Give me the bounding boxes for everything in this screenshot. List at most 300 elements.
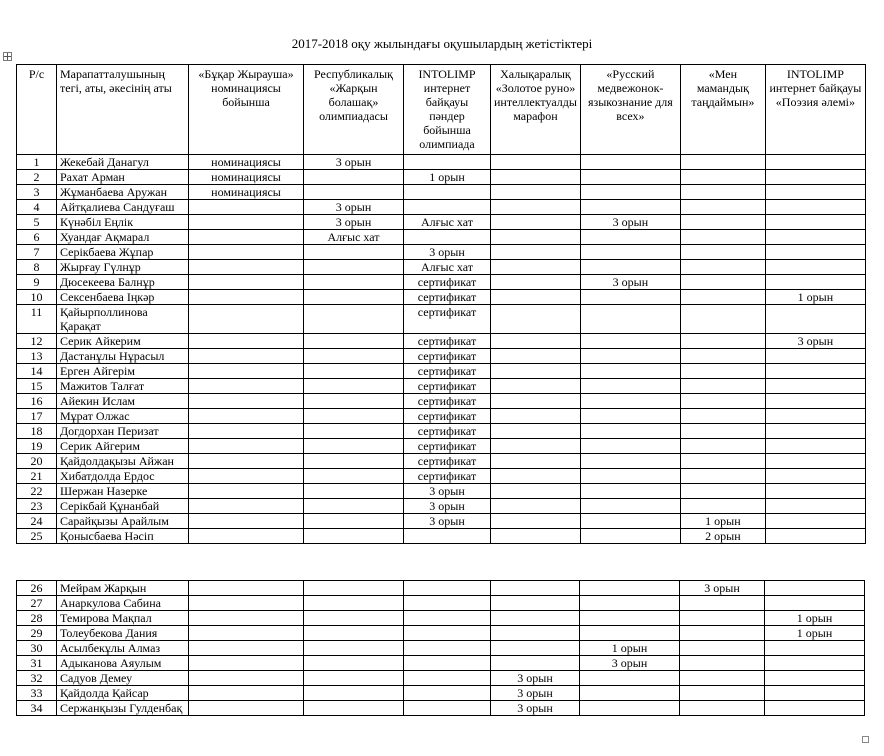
award-cell [580,394,680,409]
student-name-cell: Жырғау Гүлнұр [57,260,189,275]
document-title: 2017-2018 оқу жылындағы оқушылардың жетістіктері [291,36,593,51]
award-cell: сертификат [404,424,491,439]
award-cell [304,245,404,260]
student-name-cell: Шержан Назерке [57,484,189,499]
award-cell [404,185,491,200]
award-cell [580,484,680,499]
row-number-cell: 4 [17,200,57,215]
table-row [17,581,865,596]
award-cell [580,469,680,484]
student-name-cell: Сарайқызы Арайлым [57,514,189,529]
achievements-table [16,64,866,544]
award-cell [189,671,304,686]
award-cell [491,170,581,185]
award-cell: 1 орын [404,170,491,185]
award-cell [189,334,304,349]
student-name-cell: Темирова Мақпал [57,611,189,626]
award-cell [680,439,765,454]
header-cell: Марапатталушының тегі, аты, әкесінің аты [57,65,189,155]
table-move-handle-icon[interactable] [3,52,12,61]
student-name-cell: Қонысбаева Нәсіп [57,529,189,544]
row-number-cell: 34 [17,701,57,716]
table-row [17,454,866,469]
award-cell [680,155,765,170]
achievements-table-continued [16,580,865,716]
award-cell: сертификат [404,290,491,305]
award-cell [765,185,865,200]
award-cell [680,656,765,671]
award-cell [189,529,304,544]
award-cell [580,686,680,701]
award-cell [680,185,765,200]
award-cell [765,439,865,454]
award-cell [680,200,765,215]
award-cell [765,409,865,424]
row-number-cell: 11 [17,305,57,334]
row-number-cell: 2 [17,170,57,185]
student-name-cell: Айекин Ислам [57,394,189,409]
award-cell [304,484,404,499]
row-number-cell: 10 [17,290,57,305]
award-cell [304,185,404,200]
table-row [17,424,866,439]
award-cell [580,170,680,185]
row-number-cell: 25 [17,529,57,544]
header-cell: «Мен мамандық таңдаймын» [680,65,765,155]
award-cell [765,424,865,439]
award-cell: сертификат [404,469,491,484]
row-number-cell: 6 [17,230,57,245]
student-name-cell: Дюсекеева Балнұр [57,275,189,290]
award-cell [765,230,865,245]
award-cell [491,185,581,200]
award-cell [189,686,304,701]
award-cell [680,260,765,275]
student-name-cell: Рахат Арман [57,170,189,185]
award-cell [404,686,491,701]
award-cell [765,484,865,499]
award-cell: сертификат [404,379,491,394]
award-cell [491,379,581,394]
award-cell [304,409,404,424]
table-row [17,686,865,701]
row-number-cell: 7 [17,245,57,260]
award-cell [189,275,304,290]
award-cell [304,305,404,334]
row-number-cell: 19 [17,439,57,454]
award-cell: 1 орын [765,290,865,305]
header-cell: «Русский медвежонок-языкознание для всех» [580,65,680,155]
row-number-cell: 8 [17,260,57,275]
row-number-cell: 13 [17,349,57,364]
award-cell [189,200,304,215]
award-cell: сертификат [404,364,491,379]
award-cell [765,245,865,260]
award-cell [580,439,680,454]
award-cell [580,409,680,424]
award-cell: 3 орын [765,334,865,349]
award-cell [304,686,404,701]
award-cell [580,349,680,364]
student-name-cell: Мұрат Олжас [57,409,189,424]
award-cell [189,245,304,260]
award-cell: 3 орын [404,499,491,514]
student-name-cell: Қайырполлинова Қарақат [57,305,189,334]
award-cell [491,290,581,305]
table-row [17,230,866,245]
award-cell [765,701,865,716]
award-cell [680,349,765,364]
award-cell: 1 орын [680,514,765,529]
header-cell: Халықаралық «Золотое руно» интеллектуалды марафон [491,65,581,155]
student-name-cell: Дастанұлы Нұрасыл [57,349,189,364]
award-cell [765,656,865,671]
award-cell [189,514,304,529]
award-cell: номинациясы [189,155,304,170]
award-cell: сертификат [404,454,491,469]
table-row [17,349,866,364]
table-row [17,611,865,626]
award-cell [580,290,680,305]
student-name-cell: Қайдолдақызы Айжан [57,454,189,469]
row-number-cell: 23 [17,499,57,514]
award-cell: 3 орын [680,581,765,596]
award-cell: 2 орын [680,529,765,544]
award-cell [404,641,491,656]
award-cell [304,260,404,275]
award-cell [765,275,865,290]
award-cell [189,424,304,439]
award-cell [491,245,581,260]
row-number-cell: 33 [17,686,57,701]
table-row [17,469,866,484]
award-cell [765,379,865,394]
table-row [17,671,865,686]
award-cell [680,454,765,469]
award-cell [680,275,765,290]
award-cell [680,290,765,305]
student-name-cell: Серик Айгерим [57,439,189,454]
row-number-cell: 22 [17,484,57,499]
award-cell [491,155,581,170]
student-name-cell: Мажитов Талғат [57,379,189,394]
award-cell [304,439,404,454]
award-cell [189,290,304,305]
award-cell [491,424,581,439]
table-row [17,260,866,275]
award-cell [765,686,865,701]
student-name-cell: Жекебай Данагул [57,155,189,170]
award-cell [304,454,404,469]
award-cell [680,409,765,424]
table-row [17,185,866,200]
award-cell [304,334,404,349]
award-cell [491,641,580,656]
award-cell: 1 орын [765,611,865,626]
student-name-cell: Адыканова Аяулым [57,656,189,671]
award-cell [680,671,765,686]
table-row [17,484,866,499]
award-cell [491,596,580,611]
award-cell [491,334,581,349]
award-cell [189,305,304,334]
award-cell [304,529,404,544]
award-cell [580,581,680,596]
award-cell: 3 орын [304,215,404,230]
row-number-cell: 24 [17,514,57,529]
award-cell [765,170,865,185]
award-cell [189,701,304,716]
award-cell [189,215,304,230]
table-row [17,334,866,349]
award-cell [491,469,581,484]
award-cell [304,581,404,596]
student-name-cell: Хибатдолда Ердос [57,469,189,484]
award-cell [580,514,680,529]
award-cell [189,581,304,596]
award-cell [189,454,304,469]
student-name-cell: Қайдолда Қайсар [57,686,189,701]
table-row [17,290,866,305]
award-cell [680,424,765,439]
award-cell [304,596,404,611]
award-cell [580,245,680,260]
award-cell [580,454,680,469]
table-row [17,701,865,716]
award-cell [491,439,581,454]
row-number-cell: 20 [17,454,57,469]
award-cell [580,260,680,275]
table-row [17,245,866,260]
student-name-cell: Асылбекұлы Алмаз [57,641,189,656]
award-cell [189,439,304,454]
row-number-cell: 16 [17,394,57,409]
award-cell: 3 орын [491,686,580,701]
award-cell [491,394,581,409]
award-cell [765,641,865,656]
award-cell [765,200,865,215]
award-cell: сертификат [404,394,491,409]
award-cell [304,469,404,484]
award-cell [680,701,765,716]
award-cell [491,581,580,596]
row-number-cell: 32 [17,671,57,686]
table-row [17,200,866,215]
award-cell: Алғыс хат [304,230,404,245]
table-row [17,529,866,544]
award-cell [580,626,680,641]
award-cell [580,611,680,626]
student-name-cell: Сексенбаева Іңкәр [57,290,189,305]
student-name-cell: Догдорхан Перизат [57,424,189,439]
award-cell [580,305,680,334]
award-cell [765,469,865,484]
award-cell [491,215,581,230]
award-cell [765,155,865,170]
award-cell: 3 орын [304,155,404,170]
student-name-cell: Айтқалиева Сандуғаш [57,200,189,215]
award-cell [304,656,404,671]
student-name-cell: Серікбай Құнанбай [57,499,189,514]
award-cell: 3 орын [491,701,580,716]
award-cell [680,499,765,514]
award-cell [765,529,865,544]
table-header-row [17,65,866,155]
table-row [17,514,866,529]
award-cell: 3 орын [580,656,680,671]
award-cell [404,701,491,716]
award-cell [304,514,404,529]
award-cell: Алғыс хат [404,215,491,230]
award-cell: сертификат [404,275,491,290]
award-cell [580,379,680,394]
award-cell [404,200,491,215]
award-cell: номинациясы [189,185,304,200]
award-cell [189,469,304,484]
award-cell: Алғыс хат [404,260,491,275]
award-cell [491,514,581,529]
award-cell [404,626,491,641]
award-cell [189,394,304,409]
award-cell [304,379,404,394]
award-cell [304,364,404,379]
table-row [17,275,866,290]
row-number-cell: 21 [17,469,57,484]
award-cell [580,701,680,716]
award-cell [491,529,581,544]
award-cell: 1 орын [580,641,680,656]
award-cell [765,260,865,275]
award-cell [304,290,404,305]
award-cell: 3 орын [404,514,491,529]
row-number-cell: 5 [17,215,57,230]
table-row [17,409,866,424]
table-row [17,656,865,671]
award-cell: 3 орын [580,275,680,290]
award-cell [680,245,765,260]
award-cell [304,275,404,290]
award-cell [491,656,580,671]
award-cell [491,484,581,499]
award-cell [304,626,404,641]
award-cell: 3 орын [404,484,491,499]
table-row [17,641,865,656]
header-cell: INTOLIMP интернет байқауы «Поэзия әлемі» [765,65,865,155]
student-name-cell: Серікбаева Жұпар [57,245,189,260]
award-cell [580,424,680,439]
award-cell: 1 орын [765,626,865,641]
award-cell [404,671,491,686]
row-number-cell: 3 [17,185,57,200]
award-cell [304,611,404,626]
award-cell [189,626,304,641]
award-cell: сертификат [404,409,491,424]
award-cell [580,230,680,245]
award-cell [765,514,865,529]
award-cell [189,230,304,245]
award-cell [680,305,765,334]
award-cell: сертификат [404,439,491,454]
award-cell [304,499,404,514]
award-cell [189,499,304,514]
award-cell [304,701,404,716]
student-name-cell: Садуов Демеу [57,671,189,686]
award-cell [580,529,680,544]
award-cell [189,260,304,275]
award-cell [680,484,765,499]
award-cell [304,170,404,185]
award-cell [680,394,765,409]
row-number-cell: 17 [17,409,57,424]
row-number-cell: 29 [17,626,57,641]
award-cell [765,671,865,686]
student-name-cell: Серик Айкерим [57,334,189,349]
award-cell [680,170,765,185]
table-resize-handle-icon[interactable] [862,736,869,743]
award-cell [404,230,491,245]
award-cell [491,260,581,275]
award-cell [765,305,865,334]
award-cell [491,200,581,215]
row-number-cell: 14 [17,364,57,379]
award-cell [404,656,491,671]
award-cell [680,686,765,701]
award-cell [765,215,865,230]
award-cell [680,596,765,611]
award-cell [189,364,304,379]
row-number-cell: 12 [17,334,57,349]
row-number-cell: 31 [17,656,57,671]
award-cell: 3 орын [580,215,680,230]
award-cell [680,611,765,626]
header-cell: Республикалық «Жарқын болашақ» олимпиадасы [304,65,404,155]
award-cell [304,394,404,409]
award-cell [580,334,680,349]
table-row [17,170,866,185]
table-row [17,439,866,454]
award-cell [580,364,680,379]
award-cell [680,626,765,641]
award-cell [404,596,491,611]
table-row [17,394,866,409]
award-cell [491,454,581,469]
award-cell [765,581,865,596]
award-cell [491,349,581,364]
award-cell [404,581,491,596]
award-cell [580,499,680,514]
row-number-cell: 28 [17,611,57,626]
student-name-cell: Сержанқызы Гулденбақ [57,701,189,716]
student-name-cell: Жұманбаева Аружан [57,185,189,200]
award-cell [404,155,491,170]
award-cell [765,596,865,611]
award-cell [304,349,404,364]
student-name-cell: Күнәбіл Еңлік [57,215,189,230]
row-number-cell: 18 [17,424,57,439]
award-cell [765,499,865,514]
award-cell [580,200,680,215]
award-cell [491,275,581,290]
student-name-cell: Ерген Айгерім [57,364,189,379]
student-name-cell: Мейрам Жарқын [57,581,189,596]
row-number-cell: 15 [17,379,57,394]
award-cell [580,155,680,170]
award-cell [491,611,580,626]
award-cell [580,596,680,611]
award-cell [404,529,491,544]
student-name-cell: Анаркулова Сабина [57,596,189,611]
award-cell [189,484,304,499]
